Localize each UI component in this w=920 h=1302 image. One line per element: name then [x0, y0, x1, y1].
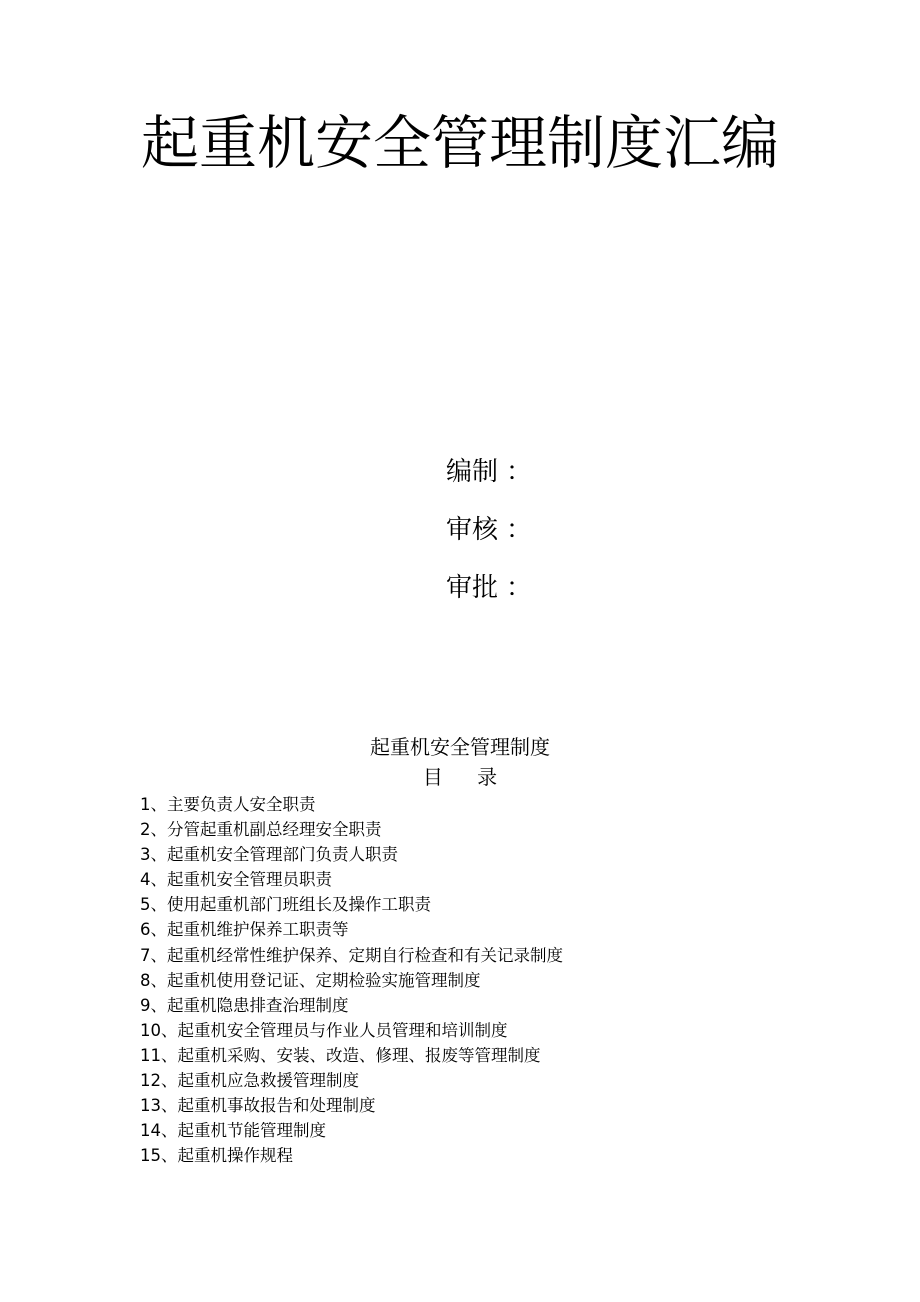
toc-item: 5、使用起重机部门班组长及操作工职责 [140, 895, 431, 915]
signature-label: 编制 [446, 457, 499, 487]
toc-item: 7、起重机经常性维护保养、定期自行检查和有关记录制度 [140, 945, 563, 965]
toc-item: 4、起重机安全管理员职责 [140, 870, 332, 890]
signature-label: 审核 [446, 515, 499, 545]
toc-list [140, 792, 563, 1168]
toc-item: 13、起重机事故报告和处理制度 [140, 1096, 376, 1116]
toc-item: 10、起重机安全管理员与作业人员管理和培训制度 [140, 1020, 508, 1040]
toc-item: 2、分管起重机副总经理安全职责 [140, 820, 382, 840]
main-title: 起重机安全管理制度汇编 [140, 109, 779, 177]
toc-item: 12、起重机应急救援管理制度 [140, 1071, 359, 1091]
toc-item: 11、起重机采购、安装、改造、修理、报废等管理制度 [140, 1045, 541, 1065]
signature-line-compiled [446, 452, 532, 492]
signature-line-reviewed [446, 510, 532, 550]
toc-title: 起重机安全管理制度 [370, 735, 550, 759]
toc-item: 9、起重机隐患排查治理制度 [140, 995, 349, 1015]
toc-item: 8、起重机使用登记证、定期检验实施管理制度 [140, 970, 481, 990]
toc-item: 14、起重机节能管理制度 [140, 1121, 326, 1141]
toc-item: 1、主要负责人安全职责 [140, 795, 316, 814]
toc-subtitle: 目 录 [422, 765, 512, 789]
toc-item: 15、起重机操作规程 [140, 1146, 293, 1166]
signature-colon: ： [506, 573, 533, 603]
signature-colon: ： [506, 457, 533, 487]
signature-block [446, 452, 532, 626]
signature-label: 审批 [446, 573, 499, 603]
signature-colon: ： [506, 515, 533, 545]
toc-item: 6、起重机维护保养工职责等 [140, 920, 349, 940]
signature-line-approved [446, 568, 532, 608]
toc-item: 3、起重机安全管理部门负责人职责 [140, 845, 398, 865]
